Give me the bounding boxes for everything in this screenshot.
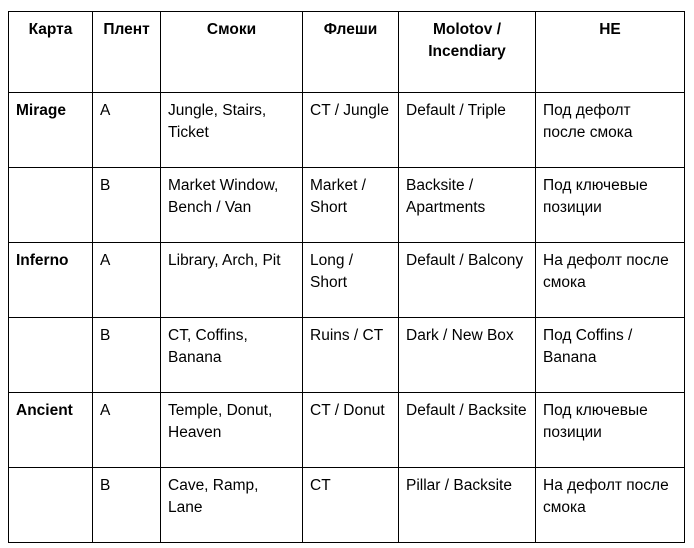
table-header-row xyxy=(9,12,685,93)
cell-molotov: Default / Balcony xyxy=(399,243,536,318)
cell-map xyxy=(9,468,93,543)
cell-smokes: Temple, Donut, Heaven xyxy=(161,393,303,468)
cell-plant: B xyxy=(93,168,161,243)
table-row xyxy=(9,468,685,543)
utility-table xyxy=(8,11,685,543)
cell-plant: A xyxy=(93,393,161,468)
cell-flashes: Long / Short xyxy=(303,243,399,318)
cell-map xyxy=(9,168,93,243)
cell-molotov: Backsite / Apartments xyxy=(399,168,536,243)
column-header-smokes: Смоки xyxy=(161,12,303,93)
cell-flashes: Ruins / CT xyxy=(303,318,399,393)
cell-molotov: Dark / New Box xyxy=(399,318,536,393)
column-header-plant: Плент xyxy=(93,12,161,93)
column-header-map: Карта xyxy=(9,12,93,93)
cell-molotov: Pillar / Backsite xyxy=(399,468,536,543)
table-row xyxy=(9,243,685,318)
cell-map: Inferno xyxy=(9,243,93,318)
cell-flashes: CT xyxy=(303,468,399,543)
utility-table-container xyxy=(8,11,685,543)
cell-plant: B xyxy=(93,468,161,543)
cell-flashes: Market / Short xyxy=(303,168,399,243)
cell-molotov: Default / Backsite xyxy=(399,393,536,468)
table-row xyxy=(9,168,685,243)
cell-map xyxy=(9,318,93,393)
cell-plant: A xyxy=(93,243,161,318)
cell-he: Под Coffins / Banana xyxy=(536,318,685,393)
cell-smokes: CT, Coffins, Banana xyxy=(161,318,303,393)
cell-smokes: Library, Arch, Pit xyxy=(161,243,303,318)
cell-flashes: CT / Donut xyxy=(303,393,399,468)
column-header-molotov: Molotov / Incendiary xyxy=(399,12,536,93)
cell-he: Под дефолт после смока xyxy=(536,93,685,168)
column-header-flashes: Флеши xyxy=(303,12,399,93)
cell-flashes: CT / Jungle xyxy=(303,93,399,168)
cell-molotov: Default / Triple xyxy=(399,93,536,168)
cell-map: Mirage xyxy=(9,93,93,168)
cell-smokes: Market Window, Bench / Van xyxy=(161,168,303,243)
column-header-he: HE xyxy=(536,12,685,93)
table-row xyxy=(9,93,685,168)
cell-he: На дефолт после смока xyxy=(536,468,685,543)
cell-he: Под ключевые позиции xyxy=(536,168,685,243)
cell-map: Ancient xyxy=(9,393,93,468)
cell-he: Под ключевые позиции xyxy=(536,393,685,468)
cell-he: На дефолт после смока xyxy=(536,243,685,318)
table-row xyxy=(9,318,685,393)
cell-smokes: Cave, Ramp, Lane xyxy=(161,468,303,543)
cell-plant: B xyxy=(93,318,161,393)
cell-smokes: Jungle, Stairs, Ticket xyxy=(161,93,303,168)
cell-plant: A xyxy=(93,93,161,168)
table-row xyxy=(9,393,685,468)
